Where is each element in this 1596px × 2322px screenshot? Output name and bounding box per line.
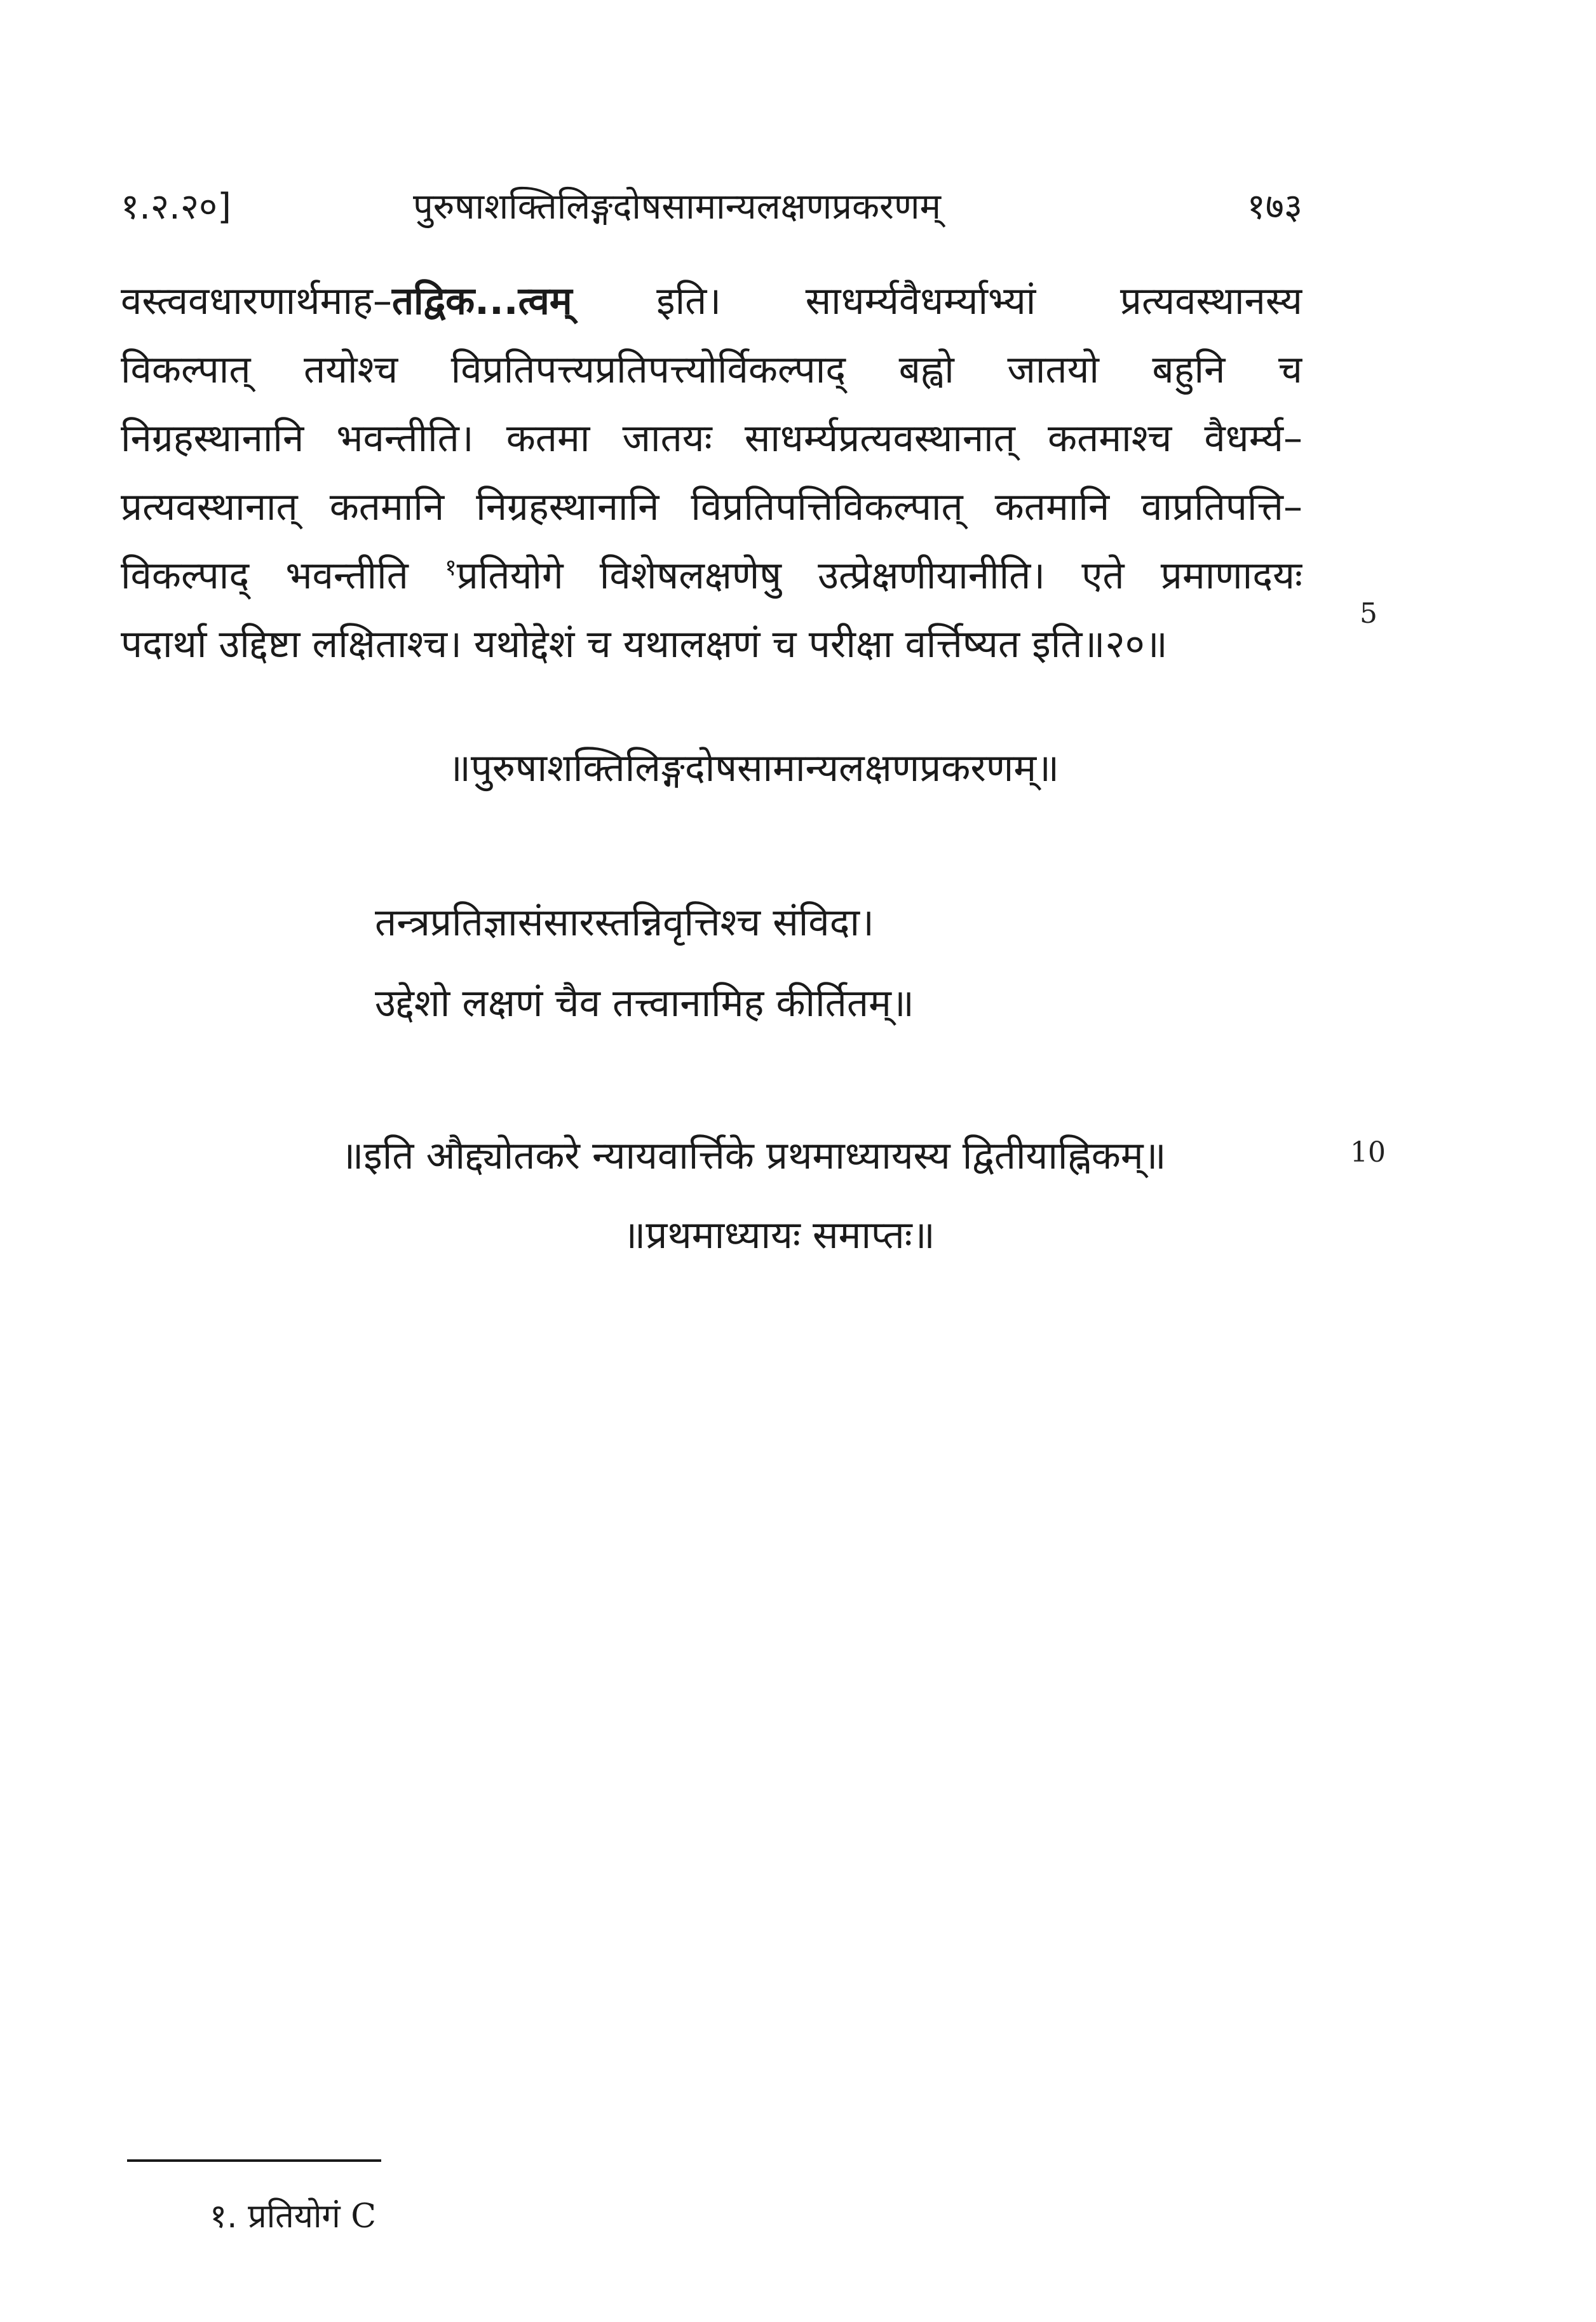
footnote-divider — [127, 2159, 381, 2162]
footnote — [210, 2192, 376, 2237]
running-head — [121, 181, 1302, 238]
text-line-1-end: इति। साधर्म्यवैधर्म्याभ्यां प्रत्यवस्थानस्य — [572, 279, 1302, 323]
footnote-variant: प्रतियोगं — [248, 2197, 341, 2236]
section-reference: १.२.२०] — [121, 186, 231, 227]
text-line-5-start: विकल्पाद् भवन्तीति — [121, 553, 445, 598]
chapter-title: पुरुषाशक्तिलिङ्गदोषसामान्यलक्षणप्रकरणम् — [413, 186, 941, 227]
footnote-manuscript-siglum: C — [351, 2197, 377, 2236]
text-line-1-start: वस्त्ववधारणार्थमाह– — [121, 279, 392, 323]
text-line-6: पदार्था उद्दिष्टा लक्षिताश्च। यथोद्देशं च यथालक्षणं च परीक्षा वर्त्तिष्यत इति॥२०॥ — [121, 622, 1168, 667]
text-line-3: निग्रहस्थानानि भवन्तीति। कतमा जातयः साधर्म्यप्रत्यवस्थानात् कतमाश्च वैधर्म्य– — [121, 416, 1302, 461]
footnote-number: १. — [210, 2197, 238, 2236]
section-end-marker: ॥पुरुषाशक्तिलिङ्गदोषसामान्यलक्षणप्रकरणम्॥ — [447, 746, 1060, 791]
line-number-10: 10 — [1350, 1136, 1386, 1169]
text-line-4: प्रत्यवस्थानात् कतमानि निग्रहस्थानानि विप्रतिपत्तिविकल्पात् कतमानि वाप्रतिपत्ति– — [121, 485, 1302, 529]
text-line-5 — [121, 541, 1302, 610]
colophon-line-2: ॥प्रथमाध्यायः समाप्तः॥ — [623, 1213, 935, 1258]
line-number-5: 5 — [1360, 597, 1377, 630]
sutra-quote: तद्विक...त्वम् — [391, 279, 572, 323]
verse-line-2: उद्देशो लक्षणं चैव तत्त्वानामिह कीर्तितम्॥ — [375, 981, 914, 1026]
page-number: १७३ — [1247, 186, 1302, 227]
verse-line-1: तन्त्रप्रतिज्ञासंसारस्तन्निवृत्तिश्च संविदा। — [375, 900, 874, 945]
commentary-paragraph — [121, 267, 1302, 679]
colophon-line-1: ॥इति औद्द्योतकरे न्यायवार्त्तिके प्रथमाध्यायस्य द्वितीयाह्निकम्॥ — [341, 1134, 1167, 1178]
text-line-1 — [121, 267, 1302, 336]
text-line-2: विकल्पात् तयोश्च विप्रतिपत्त्यप्रतिपत्त्योर्विकल्पाद् बह्वो जातयो बहुनि च — [121, 348, 1302, 392]
text-line-5-end: प्रतियोगे विशेषलक्षणेषु उत्प्रेक्षणीयानीति। एते प्रमाणादयः — [456, 553, 1302, 598]
footnote-marker: १ — [444, 555, 457, 581]
